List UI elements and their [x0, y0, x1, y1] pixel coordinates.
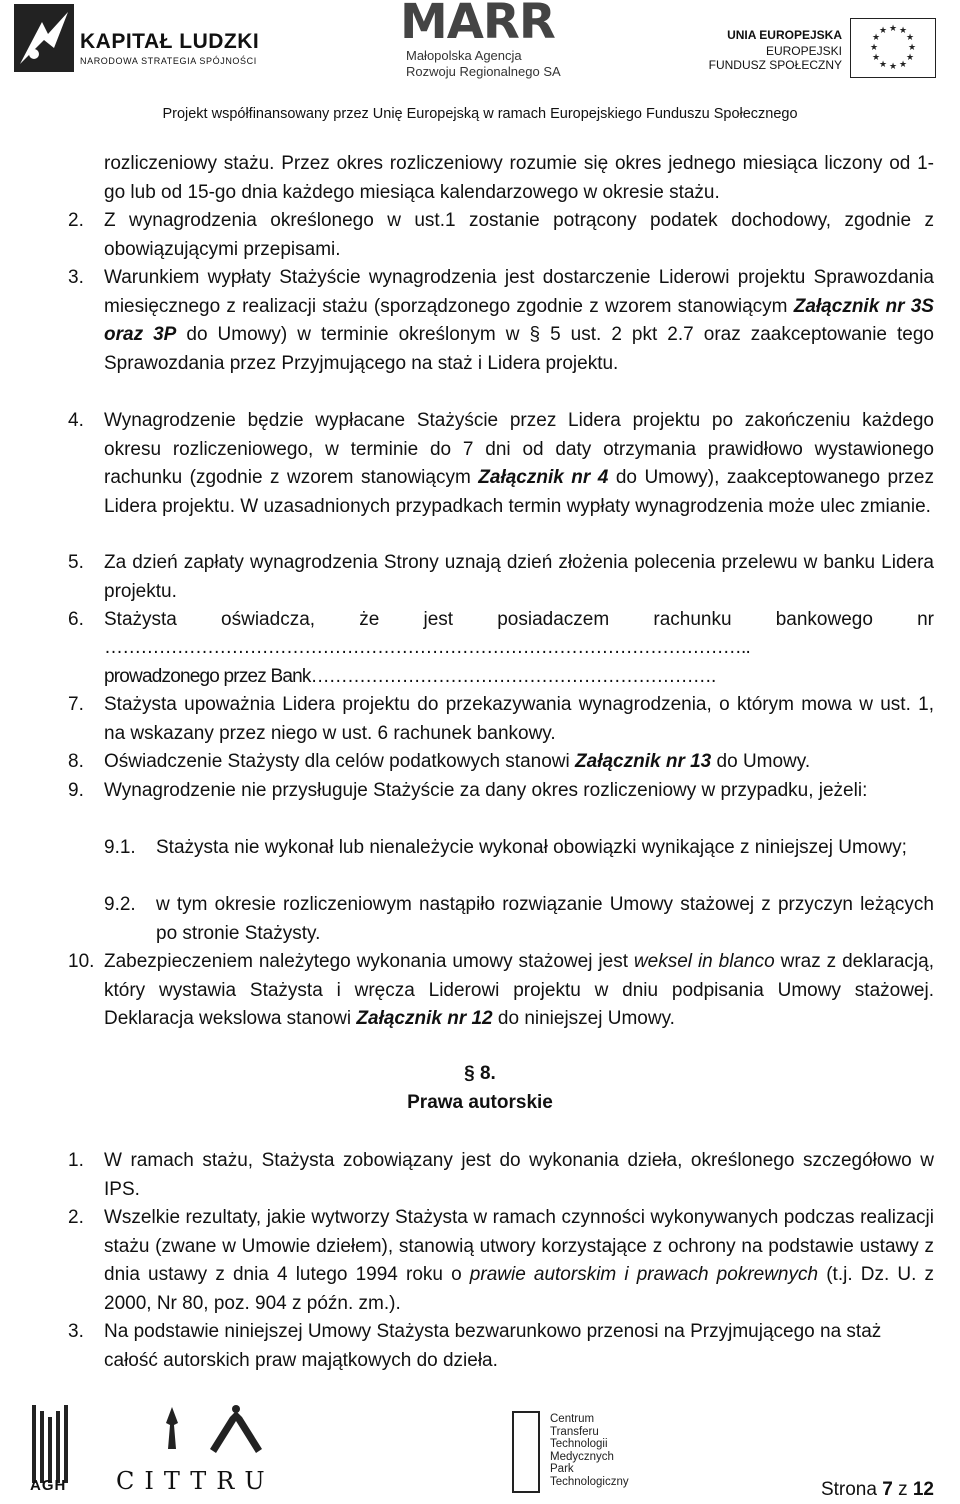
item-4-part-c: do Umowy), zaakceptowanego przez Lidera projektu. W uzasadnionych przypadkach termin wypłaty wynagrodzenia może ulec zmianie.: [104, 467, 934, 517]
svg-text:★: ★: [898, 26, 908, 36]
eu-logo: [708, 18, 950, 78]
svg-text:★: ★: [878, 60, 888, 70]
svg-text:★: ★: [905, 53, 915, 63]
svg-text:★: ★: [888, 24, 898, 34]
bank-account-blank: ……………………………………………………………………………………………..: [104, 637, 750, 658]
item-10-annex-ref: Załącznik nr 12: [356, 1008, 493, 1029]
copyright-item-number-2: 2.: [68, 1207, 84, 1228]
item-10-weksel: weksel in blanco: [633, 951, 775, 972]
page-number: [821, 1479, 934, 1501]
section-title: Prawa autorskie: [407, 1092, 553, 1113]
item-8-text: [104, 748, 934, 777]
item-7-text: Stażysta upoważnia Lidera projektu do przekazywania wynagrodzenia, o którym mowa w ust. 1, na wskazany przez niego w ust. 6 rachunek bankowy.: [104, 694, 934, 744]
item-3-text: [104, 264, 934, 378]
kapital-ludzki-subtitle: NARODOWA STRATEGIA SPÓJNOŚCI: [80, 56, 257, 66]
item-number-3: 3.: [68, 267, 84, 288]
item-number-2: 2.: [68, 210, 84, 231]
ctt-name: [550, 1413, 629, 1489]
item-number-6: 6.: [68, 609, 84, 630]
page-total: 12: [912, 1479, 934, 1500]
svg-text:★: ★: [905, 33, 915, 43]
item-number-9: 9.: [68, 780, 84, 801]
copyright-item-number-3: 3.: [68, 1321, 84, 1342]
item-9-2-text: w tym okresie rozliczeniowym nastąpiło rozwiązanie Umowy stażowej z przyczyn leżących po stronie Stażysty.: [156, 894, 934, 944]
svg-text:★: ★: [869, 43, 879, 53]
item-3-part-a: Warunkiem wypłaty Stażyście wynagrodzenia jest dostarczenie Liderowi projektu Sprawozdania miesięcznego z realizacji stażu (sporządzonego zgodnie z wzorem stanowiącym: [104, 267, 934, 317]
item-number-5: 5.: [68, 552, 84, 573]
copyright-item-2-part-c: (t.j. Dz. U. z 2000, Nr 80, poz. 904 z późn. zm.).: [104, 1264, 934, 1314]
ctt-line: Technologii: [550, 1438, 608, 1451]
item-4-text: [104, 407, 934, 521]
item-number-7: 7.: [68, 694, 84, 715]
paragraph-1-continued: rozliczeniowy stażu. Przez okres rozliczeniowy rozumie się okres jednego miesiąca liczony od 1-go lub od 15-go dnia każdego miesiąca kalendarzowego w okresie stażu.: [104, 153, 934, 203]
cittru-emblem-icon: [112, 1403, 302, 1473]
marr-logo: [400, 0, 570, 85]
copyright-item-number-1: 1.: [68, 1150, 84, 1171]
item-2-text: Z wynagrodzenia określonego w ust.1 zostanie potrącony podatek dochodowy, zgodnie z obowiązującymi przepisami.: [104, 210, 934, 260]
item-9-1-text: Stażysta nie wykonał lub nienależycie wykonał obowiązki wynikające z niniejszej Umowy;: [156, 837, 907, 858]
item-number-9-2: 9.2.: [104, 894, 136, 915]
page-current: 7: [882, 1479, 893, 1500]
ctt-line: Centrum: [550, 1413, 595, 1425]
section-number: § 8.: [464, 1063, 496, 1084]
item-9-text: Wynagrodzenie nie przysługuje Stażyście za dany okres rozliczeniowy w przypadku, jeżeli:: [104, 780, 868, 801]
svg-text:★: ★: [888, 62, 898, 72]
item-4-annex-ref: Załącznik nr 4: [478, 467, 609, 488]
eu-line-1: UNIA EUROPEJSKA: [727, 28, 842, 42]
item-number-8: 8.: [68, 751, 84, 772]
item-10-text: [104, 948, 934, 1034]
ctt-line: Transferu: [550, 1425, 599, 1438]
item-5-text: Za dzień zapłaty wynagrodzenia Strony uznają dzień złożenia polecenia przelewu w banku Lidera projektu.: [104, 552, 934, 602]
copyright-item-1-text: W ramach stażu, Stażysta zobowiązany jest do wykonania dzieła, określonego szczegółowo w IPS.: [104, 1150, 934, 1200]
item-8-part-c: do Umowy.: [711, 751, 811, 772]
item-3-annex-ref: Załącznik nr 3S oraz 3P: [104, 295, 934, 345]
page-footer: [0, 1395, 960, 1504]
kapital-ludzki-logo: [14, 4, 260, 76]
page-of: z: [898, 1479, 908, 1500]
bank-name-blank: prowadzonego przez Bank………………………………………………………….: [104, 666, 716, 687]
marr-wordmark: MARR: [400, 0, 555, 50]
agh-label: AGH: [30, 1477, 67, 1494]
item-number-10: 10.: [68, 951, 95, 972]
ctt-line: Technologiczny: [550, 1475, 629, 1488]
ctt-line: Medycznych: [550, 1450, 614, 1463]
item-8-annex-ref: Załącznik nr 13: [575, 751, 712, 772]
copyright-item-3-text: Na podstawie niniejszej Umowy Stażysta bezwarunkowo przenosi na Przyjmującego na staż całość autorskich praw majątkowych do dzieła.: [104, 1321, 882, 1371]
kapital-ludzki-emblem-icon: [14, 4, 74, 72]
item-10-part-e: do niniejszej Umowy.: [492, 1008, 675, 1029]
cittru-wordmark: CITTRU: [116, 1467, 275, 1495]
svg-text:★: ★: [871, 53, 881, 63]
svg-text:★: ★: [871, 33, 881, 43]
item-3-part-c: do Umowy) w terminie określonym w § 5 ust. 2 pkt 2.7 oraz zaakceptowanie tego Sprawozdania przez Przyjmującego na staż i Lidera projektu.: [104, 324, 935, 374]
eu-line-2: EUROPEJSKI: [765, 44, 842, 58]
ctt-logo-mark: [512, 1411, 540, 1493]
ctt-line: Park: [550, 1463, 574, 1476]
eu-flag-icon: [850, 18, 936, 78]
eu-line-3: FUNDUSZ SPOŁECZNY: [708, 58, 842, 72]
copyright-item-2-text: [104, 1204, 934, 1318]
item-8-part-a: Oświadczenie Stażysty dla celów podatkowych stanowi: [104, 751, 576, 772]
item-10-part-c: wraz z deklaracją, który wystawia Stażysta i wręcza Liderowi projektu w dniu podpisania Umowy stażowej. Deklaracja wekslowa stanowi: [104, 951, 934, 1029]
kapital-ludzki-title: KAPITAŁ LUDZKI: [80, 30, 260, 53]
page-header: [0, 0, 960, 135]
item-number-4: 4.: [68, 410, 84, 431]
copyright-act-title: prawie autorskim i prawach pokrewnych: [469, 1264, 819, 1285]
item-4-part-a: Wynagrodzenie będzie wypłacane Stażyście przez Lidera projektu po zakończeniu każdego okresu rozliczeniowego, w terminie do 7 dni od daty otrzymania prawidłowo wystawionego rachunku (zgodnie z wzorem stanowiącym: [104, 410, 934, 488]
marr-line-1: Małopolska Agencja: [406, 48, 522, 63]
svg-text:★: ★: [898, 60, 908, 70]
page-label: Strona: [820, 1479, 877, 1500]
item-number-9-1: 9.1.: [104, 837, 136, 858]
cofinance-note: Projekt współfinansowany przez Unię Europejską w ramach Europejskiego Funduszu Społecznego: [162, 106, 798, 122]
svg-text:★: ★: [907, 43, 917, 53]
svg-text:★: ★: [878, 26, 888, 36]
copyright-item-2-part-a: Wszelkie rezultaty, jakie wytworzy Stażysta w ramach czynności wykonywanych podczas realizacji stażu (zwane w Umowie dziełem), stanowią utwory korzystające z ochrony na podstawie ustawy z dnia ustawy z dnia 4 lutego 1994 roku o: [104, 1207, 934, 1285]
item-6-text: Stażysta oświadcza, że jest posiadaczem rachunku bankowego nr: [104, 609, 934, 630]
item-10-part-a: Zabezpieczeniem należytego wykonania umowy stażowej jest: [104, 951, 634, 972]
marr-line-2: Rozwoju Regionalnego SA: [406, 64, 561, 79]
